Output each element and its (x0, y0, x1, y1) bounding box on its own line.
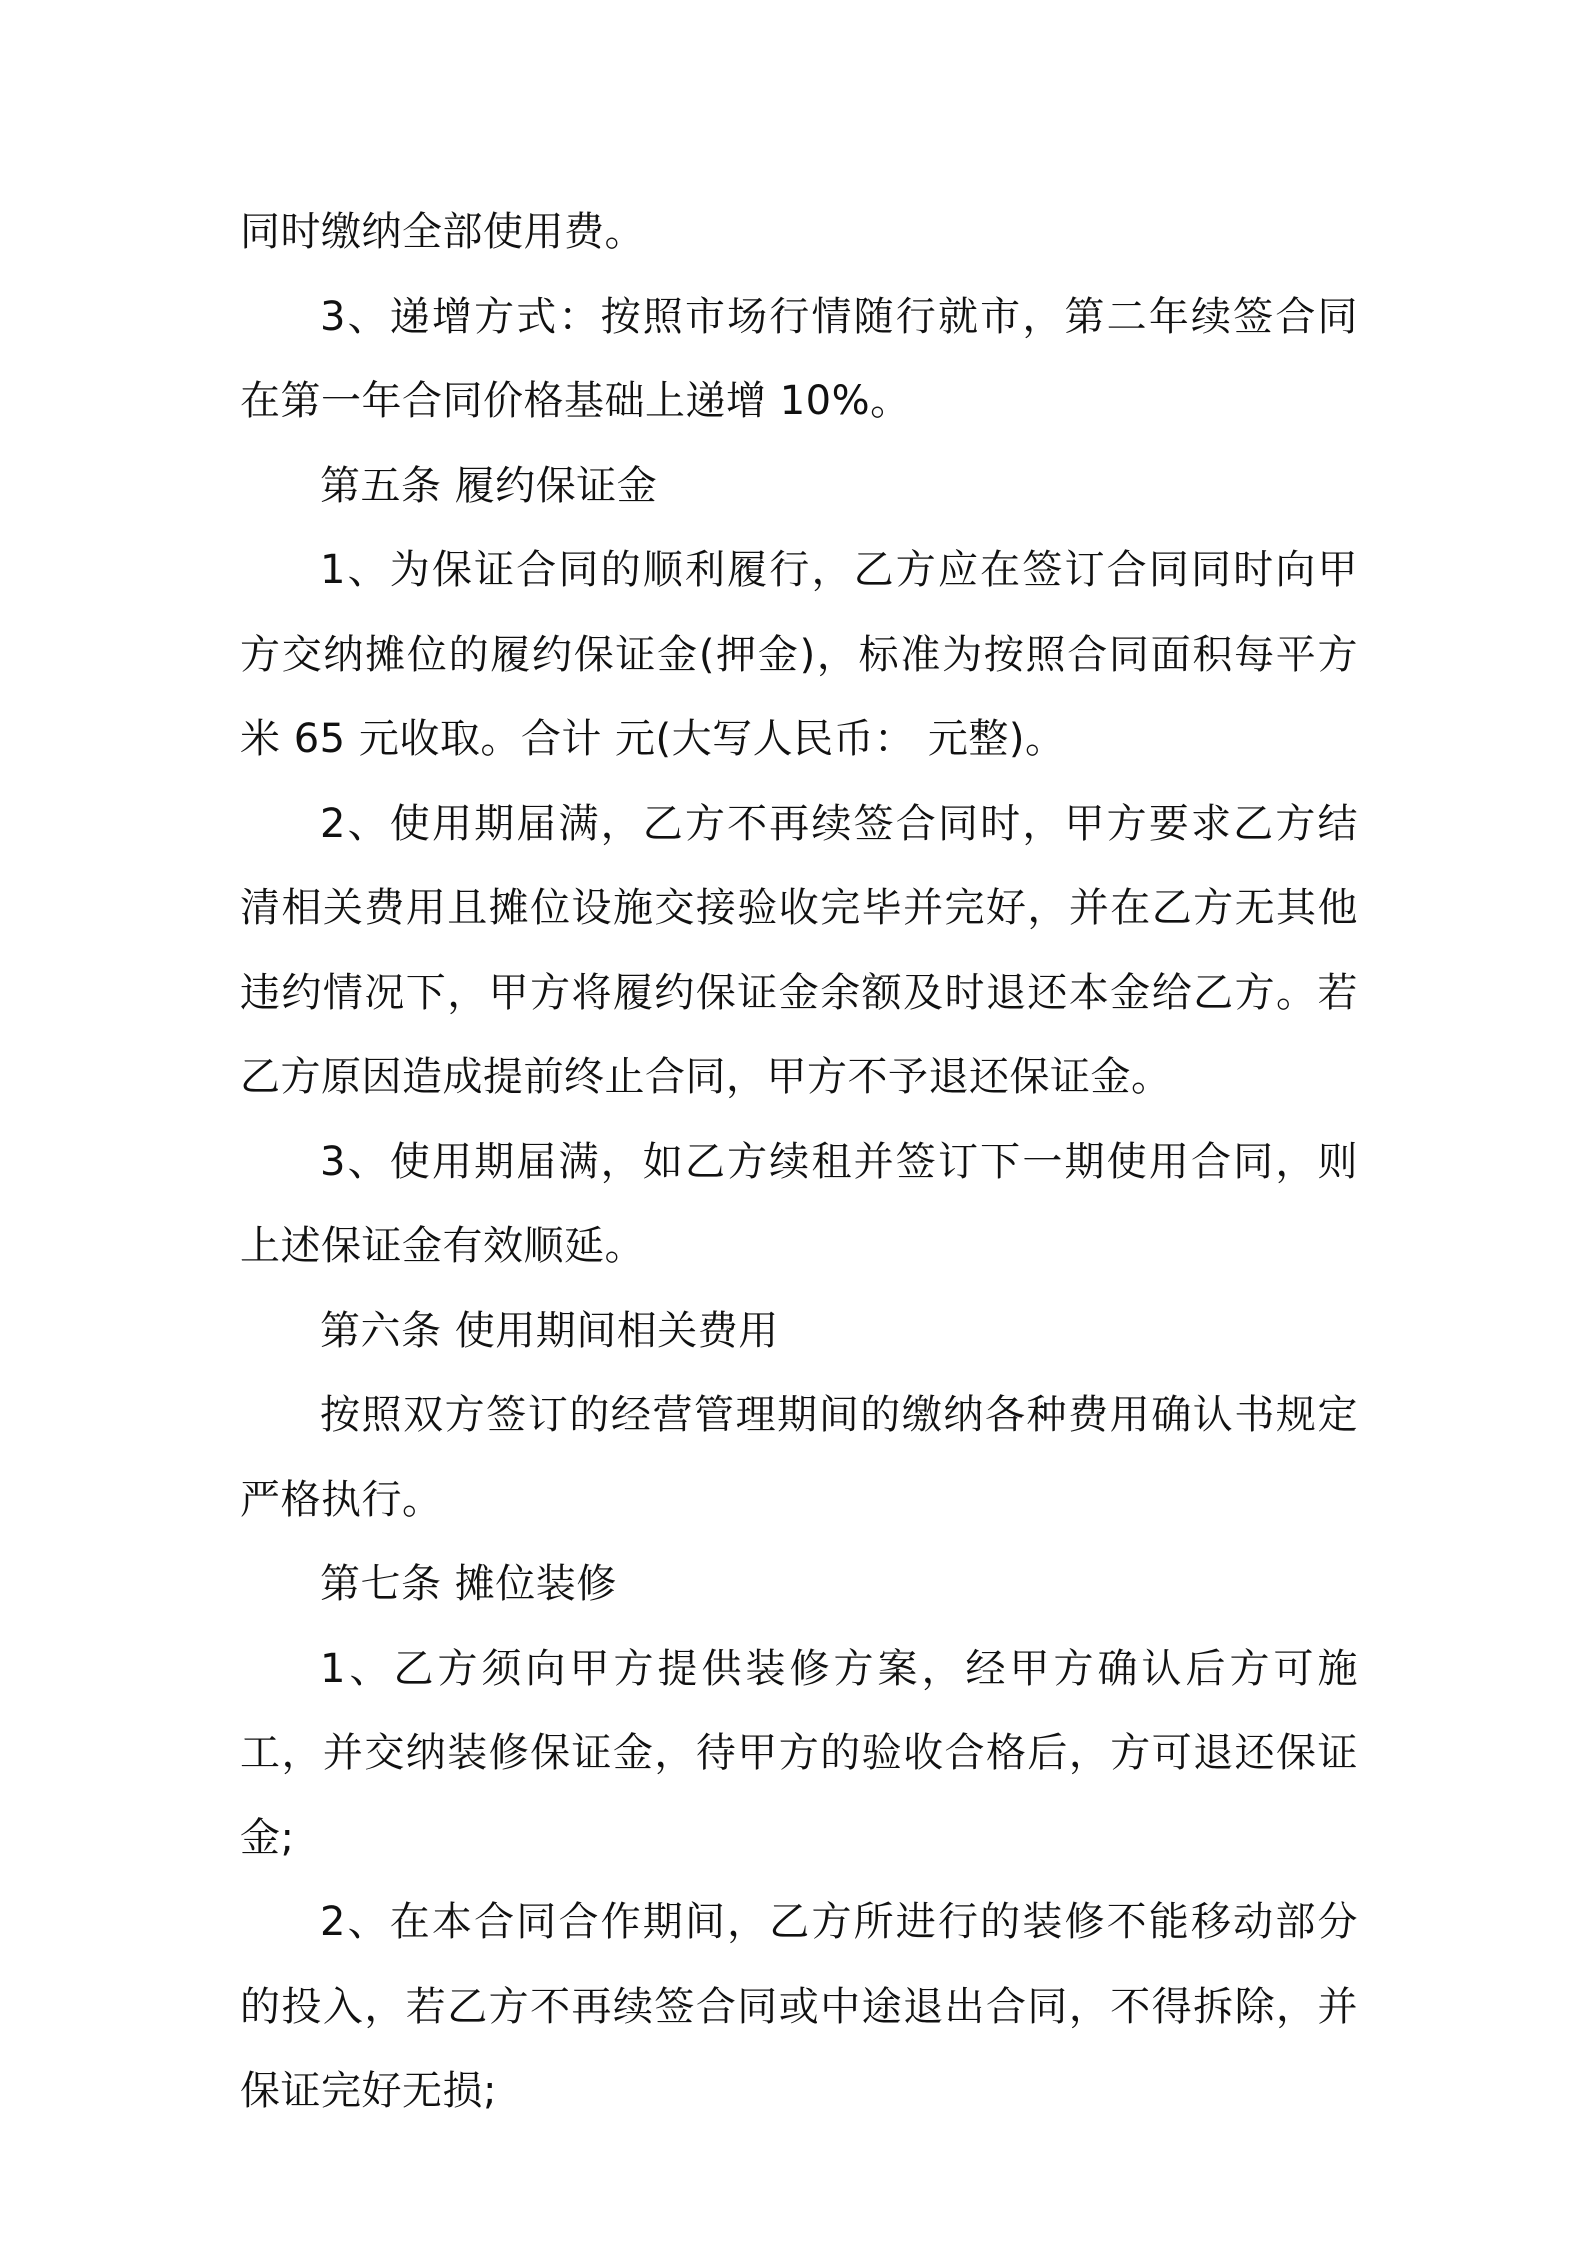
paragraph-2: 3、递增方式：按照市场行情随行就市，第二年续签合同在第一年合同价格基础上递增 10%。 (240, 293, 1358, 424)
paragraph-8: 按照双方签订的经营管理期间的缴纳各种费用确认书规定严格执行。 (240, 1392, 1358, 1523)
paragraph-6: 3、使用期届满，如乙方续租并签订下一期使用合同，则上述保证金有效顺延。 (240, 1138, 1358, 1269)
paragraph-5: 2、使用期届满，乙方不再续签合同时，甲方要求乙方结清相关费用且摊位设施交接验收完毕并完好，并在乙方无其他违约情况下，甲方将履约保证金余额及时退还本金给乙方。若乙方原因造成提前终止合同，甲方不予退还保证金。 (240, 800, 1358, 1100)
document-body (240, 190, 1358, 2134)
paragraph-11: 2、在本合同合作期间，乙方所进行的装修不能移动部分的投入，若乙方不再续签合同或中途退出合同，不得拆除，并保证完好无损; (240, 1899, 1358, 2114)
section-heading-5: 第五条 履约保证金 (320, 462, 658, 509)
section-heading-7: 第七条 摊位装修 (320, 1561, 617, 1607)
paragraph-1: 同时缴纳全部使用费。 (240, 209, 645, 255)
paragraph-10: 1、乙方须向甲方提供装修方案，经甲方确认后方可施工，并交纳装修保证金，待甲方的验收合格后，方可退还保证金; (240, 1645, 1358, 1861)
section-heading-6: 第六条 使用期间相关费用 (320, 1307, 779, 1354)
paragraph-4: 1、为保证合同的顺利履行，乙方应在签订合同同时向甲方交纳摊位的履约保证金(押金)，标准为按照合同面积每平方米 65 元收取。合计 元(大写人民币： 元整)。 (240, 547, 1358, 762)
